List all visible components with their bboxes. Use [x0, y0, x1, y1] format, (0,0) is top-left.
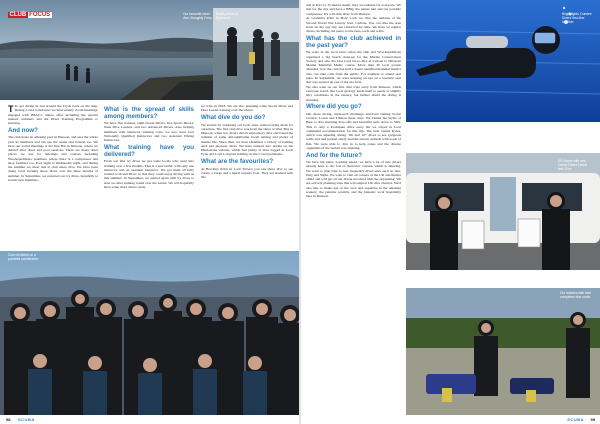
left-col3-p3: At Bracklay Point in Loch Striven you can shore dive to see corals, a barge and a mural torpedo boat. They are stacked with life	[201, 166, 293, 179]
right-col1-p4: We also went on our first dive trips away from Dunoon, which everyone loved. Our local geology lends itself to sandy or slightly silty conditions in the estuary, but further afield the diving is stunning.	[306, 84, 401, 102]
right-col1-p3: We were in the local news when the club and Wreckspeditions organised a big beach clean-up for the Marine Conservation Society and also the best local bit-to-dive at various to Hirascan Marine Mammal Medic course. More than 30 local people attended, now the club has half a dozen qualified mammal medics who can take calls from the public. For example to attend seal pups. In September, we were keeping an eye on a leucistic seal that was spotted up one of the sea forts.	[306, 50, 401, 84]
right-footer	[301, 415, 600, 424]
garden-photo	[406, 288, 600, 415]
pool-photo-caption: Bright lights, Dundee Divers' first dive together	[562, 12, 592, 24]
left-col2-p2: From our first try dives we get some locals who went into training over a few months. That is a successful, with only one instructor and an assistant instructor. We got them all fully trained to Ocean Diver so that they could enjoy diving with us this summer. In September, we started again with try dives to start on other training round over the winter. We will hopefully have some more divers ready	[104, 159, 194, 189]
heading-what-dive: What dive do you do?	[201, 114, 266, 121]
section-label	[8, 12, 52, 19]
heading-club-achieved: What has the club achieved in the past year?	[306, 34, 401, 49]
heading-favourites: What are the favourites?	[201, 158, 274, 165]
section-label-focus: FOCUS	[29, 12, 51, 18]
heading-training-delivered: What training have you delivered?	[104, 143, 194, 158]
group-photo	[0, 251, 300, 415]
group-photo-caption: Club members on a powerful combination	[8, 253, 39, 261]
buddy-check-caption: Buddy check at Eyemouth	[216, 12, 238, 20]
heading-and-now: And now?	[8, 126, 38, 134]
buddy-check-image	[213, 8, 300, 100]
garden-image	[406, 288, 600, 415]
top-photo-caption: Our favourite shore dive, Broughty Ferry	[183, 12, 212, 20]
buddy-check-photo	[213, 8, 300, 100]
left-col3-p1: for trips in 2023. We are also planning some Sports Diver and Dive Leader training over the winter.	[201, 104, 293, 113]
section-label-club: CLUB	[9, 12, 27, 18]
left-col1-p2: The club hosts an amazing pool in Dunoon, and sees the whole year its members and can use the sauna and Jacuzzi too. We have our social meetings at the first Bar in Dunoon, where we debrief after dives and pool sessions. There are many other places we use for meetings and courses including Wreckspeditions' premises, where there is a compressor and shop facilities too. Pool night is Wednesday night, and during the summer we meet this at club shore dive. We have been doing local evening shore dives over the three months of summer. In September, we restarted our try dives, hopefully to recruit new members.	[8, 135, 98, 182]
left-footer	[0, 415, 300, 424]
left-col1-p1: To get diving in and around the Clyde back on the map. During Covid lockdowns we held weekly Zoom meetings, engaged with BSAC's online offer including the special interest webinars and the Diver Training Programme e-learning.	[8, 104, 98, 125]
left-col2-p1: We have five trainees, eight Ocean Divers, five Sports Divers, three Dive Leaders, and two Advanced Divers. Also helping members with instructor training costs, we now have four Nationally Qualified Instructors and two Assistant Diving Instructors.	[104, 121, 194, 142]
left-page-number: 98	[6, 417, 11, 422]
left-column-2	[104, 104, 194, 190]
garden-photo-caption: Our trainees with their completed dive cards	[560, 291, 592, 299]
left-column-1	[8, 104, 98, 183]
right-col1-p1: and at Port La 15 metres depth, they are suitable for everyone. We met for the day and have a BBQ, the nature tent and our portable compressor. It's a 20-min drive from Dunoon.	[306, 3, 401, 16]
group-image	[0, 251, 300, 415]
car-park-caption: DD Divers with new Ocean Divers Daniel and Chris	[558, 159, 588, 171]
right-magazine-name: SCUBA	[567, 417, 584, 422]
heading-future: And for the future?	[306, 151, 363, 159]
left-magazine-name: SCUBA	[18, 417, 35, 422]
right-col1-p2: At Graham's Point in Holy Loch we dive the remains of the Second World War Liberty boat, Carlisle. You can dive the area from all day any day, not restricted by tides. We have 12 regular divers, including old peers, bottle runs, reefs and walls.	[306, 16, 401, 33]
right-page-number: 99	[590, 417, 595, 422]
left-col3-p2: We started by exploring our local sites, rediscovering them for ourselves. The first club dive was from the shore at West Bay in Dunoon, when two divers did an exploratory dive and found the remains of some anti-submarine boom netting and plenty of marine life. Since then, we have identified a variety of training sites and pleasure dives. We have entered into details on the Hindostans website, which had plenty of sites logged in Loch Fyne and Loch Long but nothing on the Cowal peninsula.	[201, 122, 293, 157]
right-col1-p5: Our shore diving, triple-tech challenge, involved visiting Scotia Cromar, Loeen and Tiburon these days. We visited the Kyles of Bute to dive stunning drop-offs and beautiful reefs down to 30m. This is only a 45-minute drive away but we stayed in local communal accommodation for this trip. The next visited Kyles, which was amazing diving. We had 10+ dives to see gorgeous walls and reef packed sandy boulder-strewn seabeds with loads of fish. We were able to dive in to kelp zones and the diverse organisms of the seabed was amazing.	[306, 111, 401, 150]
drop-cap: T	[8, 103, 14, 114]
right-col1-p6: We have big plans. Looking ahead, we have a lot of new divers already keen to doc lots of instructor courses, which is amazing. We want to plan trips to less frequently dived sites such as Jura, Islay and Sigha. We want to visit all corners of the UK and further afield and will get all our divers involved with the organising. We are actively planning trips that will support UK dive charters. We'd also like to make use of the cave and expertise in the amazing scenery, the genuine warmth, and the fantastic local hospitality here in Dunoon.	[306, 160, 401, 198]
left-column-3	[201, 104, 293, 180]
heading-where-did-you-go: Where did you go?	[306, 103, 362, 111]
gutter	[299, 0, 301, 424]
heading-spread-of-skills: What is the spread of skills among members?	[104, 105, 194, 120]
right-column-1	[306, 3, 401, 199]
